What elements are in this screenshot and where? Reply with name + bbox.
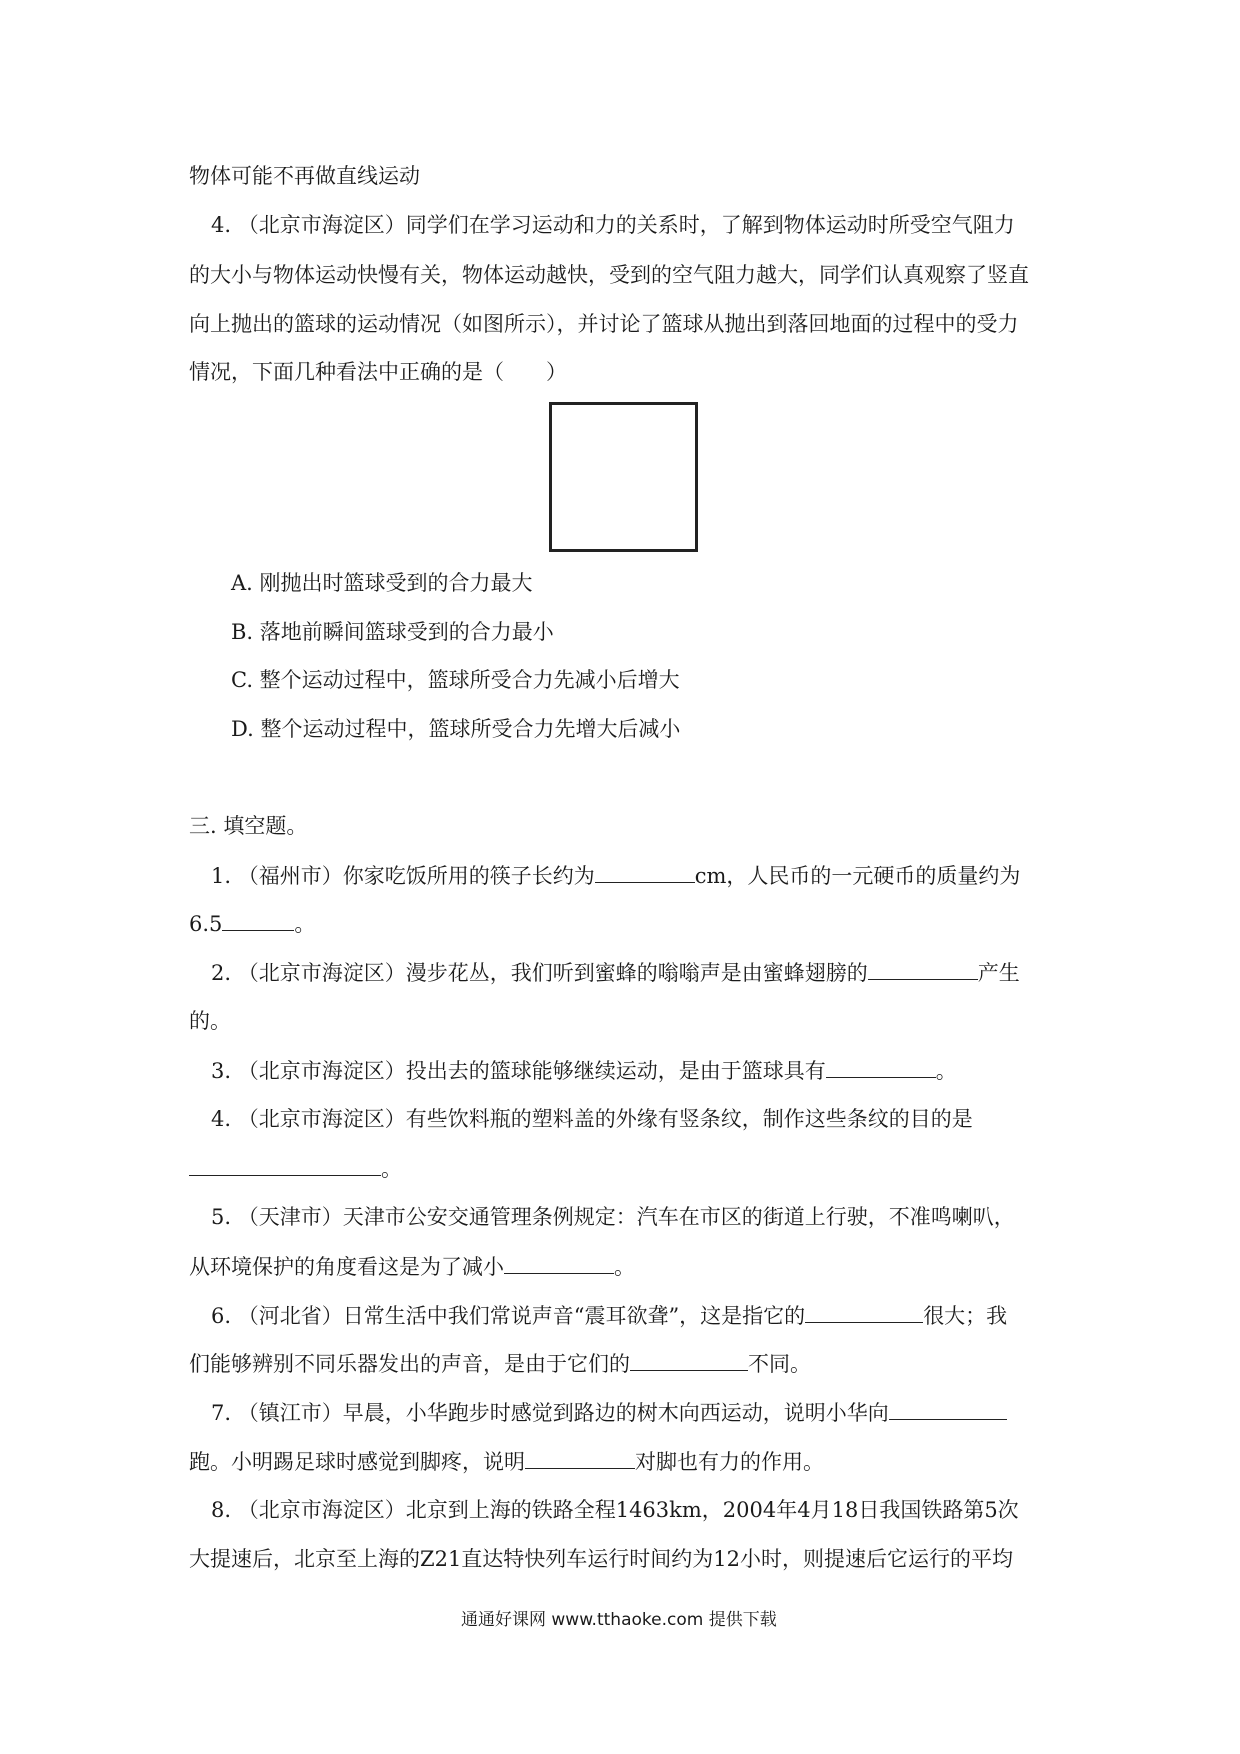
fill-5-text-b: 从环境保护的角度看这是为了减小 (189, 1255, 504, 1279)
fill-1-text-b: cm，人民币的一元硬币的质量约为 (694, 864, 1021, 888)
question-4-line-4: 情况，下面几种看法中正确的是（ ） (189, 360, 567, 384)
fill-5-text-c: 。 (614, 1255, 635, 1279)
fill-6-text-c: 们能够辨别不同乐器发出的声音，是由于它们的 (189, 1352, 630, 1376)
fill-2-text-b: 产生 (977, 961, 1020, 985)
page-footer: 通通好课网 www.tthaoke.com 提供下载 (461, 1610, 777, 1630)
answer-blank[interactable] (525, 1446, 635, 1469)
fill-6-text-d: 不同。 (748, 1352, 811, 1376)
option-d: D. 整个运动过程中，篮球所受合力先增大后减小 (231, 717, 681, 741)
figure-placeholder (549, 402, 698, 552)
fill-5-text-a: 5. （天津市）天津市公安交通管理条例规定：汽车在市区的街道上行驶，不准鸣喇叭， (211, 1205, 1015, 1229)
fill-4-text-b: 。 (381, 1157, 402, 1181)
fill-1-text-a: 1. （福州市）你家吃饭所用的筷子长约为 (211, 864, 595, 888)
section-title: 三. 填空题。 (189, 814, 308, 838)
fill-1-text-d: 。 (294, 912, 316, 936)
fill-2-text-c: 的。 (189, 1009, 231, 1033)
fill-4-text-a: 4. （北京市海淀区）有些饮料瓶的塑料盖的外缘有竖条纹，制作这些条纹的目的是 (211, 1107, 973, 1131)
previous-question-tail: 物体可能不再做直线运动 (189, 164, 420, 188)
fill-1-text-c: 6.5 (189, 912, 223, 936)
answer-blank[interactable] (504, 1251, 614, 1274)
fill-7-text-a: 7. （镇江市）早晨，小华跑步时感觉到路边的树木向西运动，说明小华向 (211, 1401, 889, 1425)
answer-blank[interactable] (595, 860, 695, 883)
fill-7-text-b: 跑。小明踢足球时感觉到脚疼，说明 (189, 1450, 525, 1474)
fill-7-text-c: 对脚也有力的作用。 (635, 1450, 824, 1474)
answer-blank[interactable] (826, 1055, 936, 1078)
fill-8-text-b: 大提速后，北京至上海的Z21直达特快列车运行时间约为12小时，则提速后它运行的平均 (189, 1547, 1014, 1571)
fill-6-text-a: 6. （河北省）日常生活中我们常说声音“震耳欲聋”，这是指它的 (211, 1304, 806, 1328)
fill-8-text-a: 8. （北京市海淀区）北京到上海的铁路全程1463km，2004年4月18日我国铁路第5次 (211, 1498, 1019, 1522)
option-b: B. 落地前瞬间篮球受到的合力最小 (231, 620, 554, 644)
question-4-line-1: 4. （北京市海淀区）同学们在学习运动和力的关系时，了解到物体运动时所受空气阻力 (211, 213, 1015, 237)
option-a: A. 刚抛出时篮球受到的合力最大 (231, 571, 533, 595)
option-c: C. 整个运动过程中，篮球所受合力先减小后增大 (231, 668, 680, 692)
answer-blank[interactable] (868, 957, 978, 980)
fill-3-text-b: 。 (935, 1059, 957, 1083)
fill-6-text-b: 很大；我 (923, 1304, 1008, 1328)
answer-blank[interactable] (222, 908, 294, 931)
answer-blank[interactable] (889, 1397, 1007, 1420)
answer-blank[interactable] (805, 1300, 923, 1323)
question-4-line-2: 的大小与物体运动快慢有关，物体运动越快，受到的空气阻力越大，同学们认真观察了竖直 (189, 263, 1029, 287)
fill-3-text-a: 3. （北京市海淀区）投出去的篮球能够继续运动，是由于篮球具有 (211, 1059, 826, 1083)
answer-blank[interactable] (189, 1153, 381, 1176)
question-4-line-3: 向上抛出的篮球的运动情况（如图所示），并讨论了篮球从抛出到落回地面的过程中的受力 (189, 312, 1019, 336)
fill-2-text-a: 2. （北京市海淀区）漫步花丛，我们听到蜜蜂的嗡嗡声是由蜜蜂翅膀的 (211, 961, 868, 985)
answer-blank[interactable] (630, 1348, 748, 1371)
